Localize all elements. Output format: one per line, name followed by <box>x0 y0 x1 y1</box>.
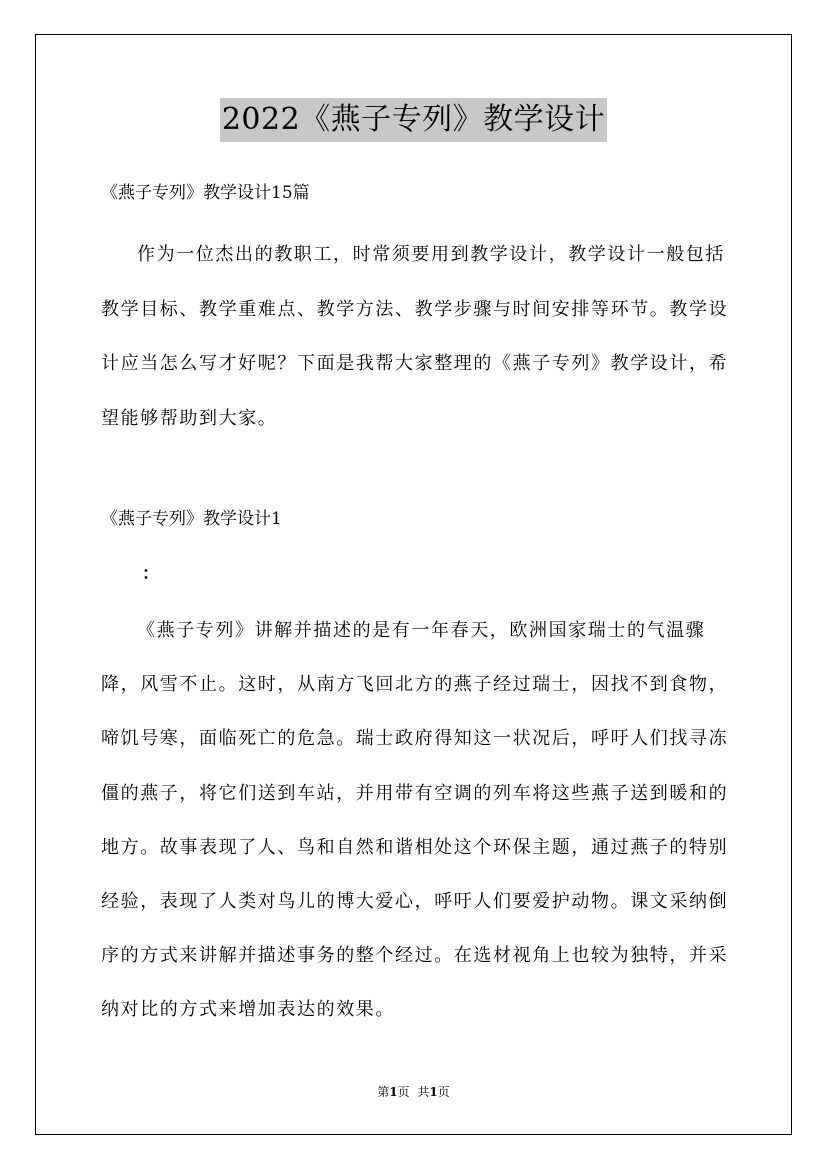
title-container <box>0 98 827 142</box>
page-number: 1 <box>389 1085 398 1099</box>
body-paragraph: 《燕子专列》讲解并描述的是有一年春天，欧洲国家瑞士的气温骤降，风雪不止。这时，从南方飞回北方的燕子经过瑞士，因找不到食物，啼饥号寒，面临死亡的危急。瑞士政府得知这一状况后，呼吁人们找寻冻僵的燕子，将它们送到车站，并用带有空调的列车将这些燕子送到暖和的地方。故事表现了人、鸟和自然和谐相处这个环保主题，通过燕子的特别经验，表现了人类对鸟儿的博大爱心，呼吁人们要爱护动物。课文采纳倒序的方式来讲解并描述事务的整个经过。在选材视角上也较为独特，并采纳对比的方式来增加表达的效果。 <box>101 620 729 1021</box>
total-pages: 1 <box>429 1085 438 1099</box>
page-suffix: 页 <box>397 1085 410 1099</box>
section-heading: 《燕子专列》教学设计1 <box>101 509 282 529</box>
document-subtitle: 《燕子专列》教学设计15篇 <box>101 183 310 203</box>
document-title: 2022《燕子专列》教学设计 <box>220 98 607 142</box>
page-footer <box>0 1083 827 1101</box>
page-prefix: 第 <box>377 1085 390 1099</box>
intro-paragraph: 作为一位杰出的教职工，时常须要用到教学设计，教学设计一般包括教学目标、教学重难点、教学方法、教学步骤与时间安排等环节。教学设计应当怎么写才好呢？下面是我帮大家整理的《燕子专列》教学设计，希望能够帮助到大家。 <box>101 244 729 429</box>
total-prefix: 共 <box>417 1085 430 1099</box>
section-marker: ： <box>142 564 159 584</box>
total-suffix: 页 <box>437 1085 450 1099</box>
